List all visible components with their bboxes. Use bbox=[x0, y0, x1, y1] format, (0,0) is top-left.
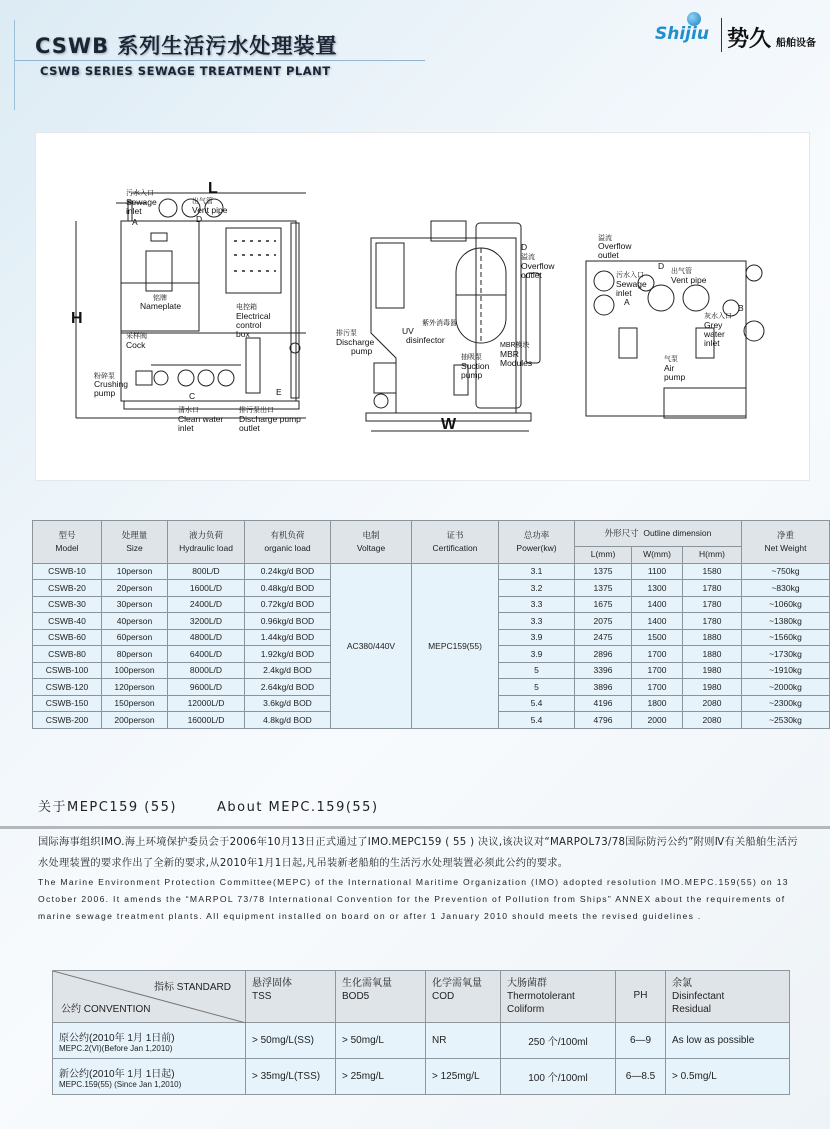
table-cell: 2.64kg/d BOD bbox=[245, 679, 331, 696]
table-cell: 1980 bbox=[683, 679, 742, 696]
label-air-1: Air bbox=[664, 363, 675, 373]
label-grey-1: Grey bbox=[704, 320, 723, 330]
spec-table bbox=[32, 520, 830, 729]
label-discharge-1: Discharge pump bbox=[239, 414, 301, 424]
label-vent-cn: 出气管 bbox=[192, 198, 213, 205]
table-cell: 2075 bbox=[575, 613, 632, 630]
table-cell: 1400 bbox=[632, 596, 683, 613]
table-cell: 3896 bbox=[575, 679, 632, 696]
table-row bbox=[53, 1023, 790, 1059]
table-cell: 2896 bbox=[575, 646, 632, 663]
table-cell: 1800 bbox=[632, 695, 683, 712]
label-grey-2: water bbox=[704, 329, 725, 339]
heading-en: About MEPC.159(55) bbox=[216, 800, 379, 815]
label-ecb-2: control bbox=[236, 320, 262, 330]
table-cell: 3200L/D bbox=[168, 613, 245, 630]
table-cell: 30person bbox=[102, 596, 168, 613]
label-sewage-inlet: Sewage bbox=[126, 197, 157, 207]
table-cell: 5 bbox=[499, 679, 575, 696]
table-cell: 1675 bbox=[575, 596, 632, 613]
table-cell: ~1380kg bbox=[742, 613, 830, 630]
mark-d-side: D bbox=[521, 242, 528, 252]
table-cell: 3396 bbox=[575, 662, 632, 679]
col-tss: 悬浮固体 TSS bbox=[246, 971, 336, 1023]
table-cell: CSWB-40 bbox=[33, 613, 102, 630]
table-cell: 3.3 bbox=[499, 613, 575, 630]
table-cell: 4.8kg/d BOD bbox=[245, 712, 331, 729]
label-sewage-inlet-2: inlet bbox=[126, 206, 142, 216]
col-model: 型号 Model bbox=[33, 521, 102, 564]
table-cell: CSWB-60 bbox=[33, 629, 102, 646]
label-overflow-1: Overflow bbox=[521, 261, 555, 271]
col-cod: 化学需氧量 COD bbox=[426, 971, 501, 1023]
label-vent-pipe: Vent pipe bbox=[192, 205, 228, 215]
table-cell: 2080 bbox=[683, 712, 742, 729]
table-cell: 1100 bbox=[632, 563, 683, 580]
table-cell: 4800L/D bbox=[168, 629, 245, 646]
label-crushing-cn: 粉碎泵 bbox=[94, 373, 115, 380]
certification-cell: MEPC159(55) bbox=[412, 563, 499, 728]
table-cell: CSWB-30 bbox=[33, 596, 102, 613]
table-cell: > 50mg/L(SS) bbox=[246, 1023, 336, 1059]
table-cell: 800L/D bbox=[168, 563, 245, 580]
label-air-cn: 气泵 bbox=[664, 356, 678, 363]
equipment-drawing-panel bbox=[35, 132, 810, 481]
label-top-sewage-1: Sewage bbox=[616, 279, 647, 289]
table-cell: 3.3 bbox=[499, 596, 575, 613]
col-h: H(mm) bbox=[683, 547, 742, 564]
label-ecb-cn: 电控箱 bbox=[236, 304, 257, 311]
table-cell: 2080 bbox=[683, 695, 742, 712]
label-ecb-1: Electrical bbox=[236, 311, 271, 321]
table-cell: CSWB-100 bbox=[33, 662, 102, 679]
table-cell: 1.44kg/d BOD bbox=[245, 629, 331, 646]
table-cell: 1880 bbox=[683, 646, 742, 663]
convention-name bbox=[53, 1023, 246, 1059]
table-cell: CSWB-20 bbox=[33, 580, 102, 597]
mark-c: C bbox=[189, 391, 196, 401]
table-cell: 4796 bbox=[575, 712, 632, 729]
col-size: 处理量 Size bbox=[102, 521, 168, 564]
label-cock: Cock bbox=[126, 340, 146, 350]
label-mbr-cn: MBR模块 bbox=[500, 342, 530, 349]
mark-b: B bbox=[738, 303, 744, 313]
table-cell: 0.24kg/d BOD bbox=[245, 563, 331, 580]
table-cell: 60person bbox=[102, 629, 168, 646]
table-cell: 1375 bbox=[575, 580, 632, 597]
col-outline: 外形尺寸 Outline dimension bbox=[575, 521, 742, 547]
label-grey-cn: 灰水入口 bbox=[704, 313, 732, 320]
mark-d-top: D bbox=[658, 261, 665, 271]
table-cell: ~830kg bbox=[742, 580, 830, 597]
table-row bbox=[33, 563, 830, 580]
col-power: 总功率 Power(kw) bbox=[499, 521, 575, 564]
table-cell: 1880 bbox=[683, 629, 742, 646]
col-organic: 有机负荷 organic load bbox=[245, 521, 331, 564]
table-cell: 3.1 bbox=[499, 563, 575, 580]
dim-w-label: W bbox=[441, 416, 457, 433]
table-cell: 6400L/D bbox=[168, 646, 245, 663]
title-divider bbox=[15, 60, 425, 61]
table-cell: ~1560kg bbox=[742, 629, 830, 646]
col-l: L(mm) bbox=[575, 547, 632, 564]
description-cn: 国际海事组织IMO.海上环境保护委员会于2006年10月13日正式通过了IMO.MEPC159 ( 55 ) 决议,该决议对“MARPOL73/78国际防污公约”附则Ⅳ有关船舶生活污水处理装置的要求作出了全新的要求,从2010年1月1日起,凡吊装新老船舶的生活污水处理装置必须此公约的要求。 bbox=[38, 837, 798, 869]
label-nameplate: Nameplate bbox=[140, 301, 182, 311]
col-cert: 证书 Certification bbox=[412, 521, 499, 564]
label-top-sewage-cn: 污水入口 bbox=[616, 272, 644, 279]
label-uv-cn: 紫外消毒器 bbox=[422, 320, 457, 327]
label-top-overflow-cn: 溢流 bbox=[598, 235, 612, 242]
label-mbr-1: MBR bbox=[500, 349, 519, 359]
table-cell: 4196 bbox=[575, 695, 632, 712]
logo-text-cn: 势久 bbox=[727, 27, 772, 52]
label-sewage-inlet-cn: 污水入口 bbox=[126, 190, 154, 197]
mark-a-top: A bbox=[624, 297, 630, 307]
table-cell: 0.72kg/d BOD bbox=[245, 596, 331, 613]
label-top-sewage-2: inlet bbox=[616, 288, 632, 298]
table-cell: 1.92kg/d BOD bbox=[245, 646, 331, 663]
description-en: The Marine Environment Protection Committee(MEPC) of the International Maritime Organization (IMO) adopted resolution IMO.MEPC.159(55) on 13 October 2006. It amends the “MARPOL 73/78 International Convention for the Prevention of Pollution from Ships” ANNEX about the requirements of marine sewage treatment plants. All equipment installed on board on or after 1 January 2010 should meets the revised guidelines . bbox=[38, 877, 789, 921]
mark-d: D bbox=[196, 214, 203, 224]
label-nameplate-cn: 铭牌 bbox=[153, 295, 167, 302]
table-cell: 0.48kg/d BOD bbox=[245, 580, 331, 597]
table-cell: 2.4kg/d BOD bbox=[245, 662, 331, 679]
table-cell: 1780 bbox=[683, 613, 742, 630]
table-cell: 6—9 bbox=[616, 1023, 666, 1059]
table-cell: 150person bbox=[102, 695, 168, 712]
label-top-overflow-1: Overflow bbox=[598, 241, 632, 251]
table-cell: 1400 bbox=[632, 613, 683, 630]
label-top-vent: Vent pipe bbox=[671, 275, 707, 285]
label-dp-cn: 排污泵 bbox=[336, 330, 357, 337]
table-cell: 1700 bbox=[632, 679, 683, 696]
section-divider bbox=[0, 826, 830, 829]
table-cell: 9600L/D bbox=[168, 679, 245, 696]
table-cell: CSWB-10 bbox=[33, 563, 102, 580]
table-cell: 12000L/D bbox=[168, 695, 245, 712]
table-row bbox=[53, 1059, 790, 1095]
table-cell: CSWB-80 bbox=[33, 646, 102, 663]
col-w: W(mm) bbox=[632, 547, 683, 564]
table-cell: 200person bbox=[102, 712, 168, 729]
table-cell: ~1060kg bbox=[742, 596, 830, 613]
label-suction-1: Suction bbox=[461, 361, 490, 371]
convention-name-cn: 原公约(2010年 1月 1日前) bbox=[59, 1032, 175, 1044]
page-title-en: CSWB SERIES SEWAGE TREATMENT PLANT bbox=[40, 64, 331, 78]
corner-header bbox=[53, 971, 246, 1023]
table-cell: ~2530kg bbox=[742, 712, 830, 729]
table-cell: 100person bbox=[102, 662, 168, 679]
page-title-cn: CSWB 系列生活污水处理装置 bbox=[35, 34, 338, 58]
convention-name bbox=[53, 1059, 246, 1095]
table-cell: 1980 bbox=[683, 662, 742, 679]
label-crushing-2: pump bbox=[94, 388, 116, 398]
table-cell: 8000L/D bbox=[168, 662, 245, 679]
table-cell: As low as possible bbox=[666, 1023, 790, 1059]
table-cell: > 50mg/L bbox=[336, 1023, 426, 1059]
label-discharge-2: outlet bbox=[239, 423, 260, 433]
table-cell: 2000 bbox=[632, 712, 683, 729]
equipment-drawing bbox=[36, 133, 811, 482]
label-top-vent-cn: 出气管 bbox=[671, 268, 692, 275]
table-cell: CSWB-120 bbox=[33, 679, 102, 696]
table-cell: 1780 bbox=[683, 580, 742, 597]
table-cell: 1500 bbox=[632, 629, 683, 646]
table-cell: 120person bbox=[102, 679, 168, 696]
label-overflow-cn: 溢流 bbox=[521, 254, 535, 261]
table-cell: 16000L/D bbox=[168, 712, 245, 729]
standard-comparison-table bbox=[52, 970, 790, 1095]
label-overflow-2: outlet bbox=[521, 270, 542, 280]
label-suction-2: pump bbox=[461, 370, 483, 380]
col-hydraulic: 液力负荷 Hydraulic load bbox=[168, 521, 245, 564]
label-mbr-2: Modules bbox=[500, 358, 533, 368]
table-cell: 1780 bbox=[683, 596, 742, 613]
decorative-rule bbox=[14, 20, 15, 110]
table-cell: CSWB-200 bbox=[33, 712, 102, 729]
table-cell: ~1910kg bbox=[742, 662, 830, 679]
section-heading bbox=[38, 796, 379, 815]
convention-name-en: MEPC.159(55) (Since Jan 1,2010) bbox=[59, 1079, 182, 1089]
label-grey-3: inlet bbox=[704, 338, 720, 348]
mark-a: A bbox=[132, 217, 138, 227]
table-cell: NR bbox=[426, 1023, 501, 1059]
table-cell: 1580 bbox=[683, 563, 742, 580]
table-cell: ~2000kg bbox=[742, 679, 830, 696]
table-cell: 1300 bbox=[632, 580, 683, 597]
label-suction-cn: 抽吸泵 bbox=[461, 354, 482, 361]
table-cell: ~1730kg bbox=[742, 646, 830, 663]
mepc-description bbox=[38, 833, 803, 925]
label-crushing-1: Crushing bbox=[94, 379, 129, 389]
top-view bbox=[586, 233, 764, 418]
mark-e: E bbox=[276, 387, 282, 397]
table-cell: ~2300kg bbox=[742, 695, 830, 712]
logo-text-en: Shijiu bbox=[655, 24, 709, 44]
table-cell: 3.2 bbox=[499, 580, 575, 597]
col-voltage: 电制 Voltage bbox=[331, 521, 412, 564]
logo-divider bbox=[721, 18, 722, 52]
table-cell: 1700 bbox=[632, 646, 683, 663]
label-discharge-cn: 排污泵出口 bbox=[239, 407, 274, 414]
table-cell: 6—8.5 bbox=[616, 1059, 666, 1095]
convention-name-en: MEPC.2(VI)(Before Jan 1,2010) bbox=[59, 1043, 173, 1053]
label-dp-1: Discharge bbox=[336, 337, 375, 347]
col-bod5: 生化需氧量 BOD5 bbox=[336, 971, 426, 1023]
table-cell: > 25mg/L bbox=[336, 1059, 426, 1095]
col-ph: PH bbox=[616, 971, 666, 1023]
table-cell: 5.4 bbox=[499, 712, 575, 729]
side-elevation bbox=[336, 221, 555, 433]
table-cell: 1600L/D bbox=[168, 580, 245, 597]
table-cell: 5.4 bbox=[499, 695, 575, 712]
table-cell: 80person bbox=[102, 646, 168, 663]
table-cell: 3.6kg/d BOD bbox=[245, 695, 331, 712]
label-dp-2: pump bbox=[351, 346, 373, 356]
table-cell: 3.9 bbox=[499, 629, 575, 646]
table-cell: 2475 bbox=[575, 629, 632, 646]
label-clean-2: inlet bbox=[178, 423, 194, 433]
table-cell: > 0.5mg/L bbox=[666, 1059, 790, 1095]
label-clean-1: Clean water bbox=[178, 414, 224, 424]
label-air-2: pump bbox=[664, 372, 686, 382]
table-cell: 100 个/100ml bbox=[501, 1059, 616, 1095]
label-clean-cn: 清水口 bbox=[178, 407, 199, 414]
table-cell: ~750kg bbox=[742, 563, 830, 580]
heading-cn: 关于MEPC159 (55) bbox=[38, 800, 177, 815]
col-disinfectant: 余氯 Disinfectant Residual bbox=[666, 971, 790, 1023]
table-cell: 5 bbox=[499, 662, 575, 679]
table-cell: 0.96kg/d BOD bbox=[245, 613, 331, 630]
table-cell: > 35mg/L(TSS) bbox=[246, 1059, 336, 1095]
table-cell: 250 个/100ml bbox=[501, 1023, 616, 1059]
corner-standard: 指标 STANDARD bbox=[153, 982, 231, 993]
col-weight: 净重 Net Weight bbox=[742, 521, 830, 564]
front-elevation bbox=[71, 180, 306, 433]
dim-h-label: H bbox=[71, 310, 83, 327]
logo-subtext: 船舶设备 bbox=[776, 38, 816, 49]
convention-name-cn: 新公约(2010年 1月 1日起) bbox=[59, 1068, 175, 1080]
table-cell: 1700 bbox=[632, 662, 683, 679]
table-cell: 1375 bbox=[575, 563, 632, 580]
table-cell: 2400L/D bbox=[168, 596, 245, 613]
label-uv-1: UV bbox=[402, 326, 414, 336]
table-cell: CSWB-150 bbox=[33, 695, 102, 712]
voltage-cell: AC380/440V bbox=[331, 563, 412, 728]
table-cell: 20person bbox=[102, 580, 168, 597]
dim-l-label: L bbox=[208, 180, 218, 197]
col-coliform: 大肠菌群 Thermotolerant Coliform bbox=[501, 971, 616, 1023]
label-uv-2: disinfector bbox=[406, 335, 445, 345]
table-cell: 10person bbox=[102, 563, 168, 580]
table-cell: 40person bbox=[102, 613, 168, 630]
brand-logo bbox=[655, 8, 830, 53]
corner-convention: 公约 CONVENTION bbox=[61, 1004, 151, 1015]
label-top-overflow-2: outlet bbox=[598, 250, 619, 260]
label-cock-cn: 采样阀 bbox=[126, 333, 147, 340]
table-cell: 3.9 bbox=[499, 646, 575, 663]
table-cell: > 125mg/L bbox=[426, 1059, 501, 1095]
label-ecb-3: box bbox=[236, 329, 250, 339]
